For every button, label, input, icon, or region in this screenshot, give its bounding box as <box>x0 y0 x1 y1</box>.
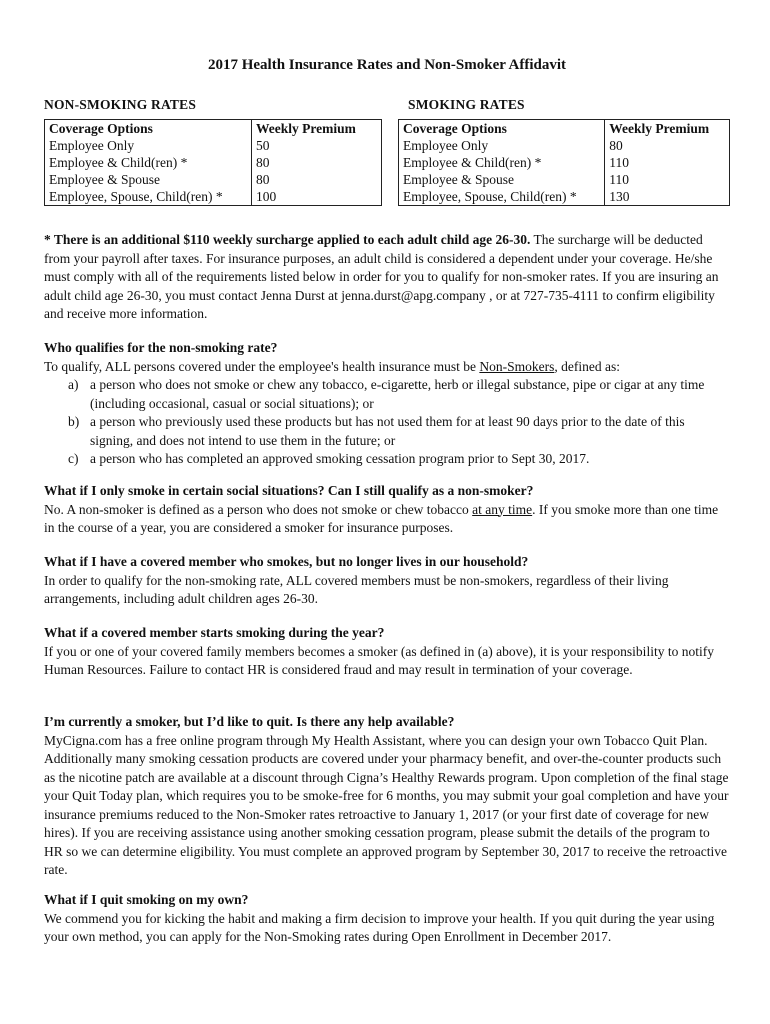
list-item-text: a person who previously used these products but has not used them for at least 90 days prior to the date of this signing, and does not intend to use them in the future; or <box>90 414 685 448</box>
table-header-row <box>45 120 382 138</box>
table-row <box>399 171 730 188</box>
smoking-rates-table <box>398 119 730 206</box>
quit-help-section <box>44 713 730 880</box>
qualification-intro-text: To qualify, ALL persons covered under the employee's health insurance must be <box>44 358 480 374</box>
list-item <box>44 413 730 450</box>
table-row <box>399 154 730 171</box>
column-header-coverage: Coverage Options <box>399 120 605 138</box>
weekly-premium: 50 <box>252 137 382 154</box>
coverage-option: Employee & Child(ren) * <box>399 154 605 171</box>
quit-own-section <box>44 891 730 947</box>
qualification-intro-end: , defined as: <box>554 358 620 374</box>
non-smoking-rates-table <box>44 119 382 206</box>
weekly-premium: 110 <box>605 171 730 188</box>
list-item <box>44 376 730 413</box>
social-smoking-answer-text: No. A non-smoker is defined as a person who does not smoke or chew tobacco <box>44 501 473 517</box>
weekly-premium: 100 <box>252 188 382 206</box>
weekly-premium: 130 <box>605 188 730 206</box>
table-header-row <box>399 120 730 138</box>
at-any-time-term: at any time <box>472 501 533 517</box>
table-row <box>399 137 730 154</box>
non-smoking-rates-section <box>44 97 382 206</box>
page-title: 2017 Health Insurance Rates and Non-Smoker Affidavit <box>207 57 567 73</box>
list-marker: c) <box>68 451 79 466</box>
surcharge-note-text: The surcharge will be deducted from your payroll after taxes. For insurance purposes, an adult child is considered a dependent under your coverage. He/she must comply with all of the requirements listed below in order for you to qualify for non-smoker rates. If you are insuring an adult child age 26-30, you must contact Jenna Durst at jenna.durst@apg.company , or at 727-735-4111 to confirm eligibility and receive more information. <box>44 232 719 321</box>
weekly-premium: 110 <box>605 154 730 171</box>
table-row <box>45 171 382 188</box>
non-smokers-term: Non-Smokers <box>479 358 555 374</box>
table-row <box>45 154 382 171</box>
list-item-text: a person who has completed an approved smoking cessation program prior to Sept 30, 2017. <box>90 451 590 466</box>
weekly-premium: 80 <box>605 137 730 154</box>
starts-smoking-section <box>44 624 730 680</box>
qualification-section <box>44 339 730 469</box>
qualification-intro <box>44 358 730 377</box>
coverage-option: Employee, Spouse, Child(ren) * <box>45 188 252 206</box>
qualification-question: Who qualifies for the non-smoking rate? <box>44 340 278 355</box>
quit-help-answer: MyCigna.com has a free online program through My Health Assistant, where you can design your own Tobacco Quit Plan. Additionally many smoking cessation products are covered under your pharmacy benefit, and over-the-counter products such as the nicotine patch are available at a discount through Cigna’s Healthy Rewards program. Upon completion of the final stage your Quit Today plan, which requires you to be smoke-free for 6 months, you may submit your goal completion and have your insurance premiums reduced to the Non-Smoker rates retroactive to January 1, 2017 (or your first date of coverage for new hires). If you are receiving assistance using another smoking cessation program, please submit the details of the program to HR so we can determine eligibility. You must complete an approved program by September 30, 2017 to receive the retroactive rate. <box>44 732 729 877</box>
household-section <box>44 553 730 609</box>
non-smoking-rates-heading: NON-SMOKING RATES <box>44 97 197 112</box>
household-answer: In order to qualify for the non-smoking rate, ALL covered members must be non-smokers, regardless of their living arrangements, including adult children ages 26-30. <box>44 572 669 606</box>
coverage-option: Employee Only <box>45 137 252 154</box>
social-smoking-section <box>44 482 730 538</box>
smoking-rates-heading: SMOKING RATES <box>408 97 525 112</box>
weekly-premium: 80 <box>252 154 382 171</box>
qualification-list <box>44 376 730 469</box>
column-header-coverage: Coverage Options <box>45 120 252 138</box>
quit-help-question: I’m currently a smoker, but I’d like to quit. Is there any help available? <box>44 714 455 729</box>
social-smoking-answer <box>44 501 730 538</box>
weekly-premium: 80 <box>252 171 382 188</box>
quit-own-question: What if I quit smoking on my own? <box>44 892 249 907</box>
coverage-option: Employee & Spouse <box>399 171 605 188</box>
starts-smoking-answer: If you or one of your covered family members becomes a smoker (as defined in (a) above), it is your responsibility to notify Human Resources. Failure to contact HR is considered fraud and may result in termination of your coverage. <box>44 643 714 677</box>
column-header-premium: Weekly Premium <box>605 120 730 138</box>
coverage-option: Employee & Spouse <box>45 171 252 188</box>
smoking-rates-section <box>398 97 730 206</box>
table-row <box>399 188 730 206</box>
list-item-text: a person who does not smoke or chew any tobacco, e-cigarette, herb or illegal substance, pipe or cigar at any time (including occasional, casual or social situations); or <box>90 377 705 411</box>
coverage-option: Employee & Child(ren) * <box>45 154 252 171</box>
list-marker: a) <box>68 377 79 392</box>
table-row <box>45 137 382 154</box>
column-header-premium: Weekly Premium <box>252 120 382 138</box>
coverage-option: Employee, Spouse, Child(ren) * <box>399 188 605 206</box>
starts-smoking-question: What if a covered member starts smoking during the year? <box>44 625 385 640</box>
social-smoking-question: What if I only smoke in certain social situations? Can I still qualify as a non-smoker? <box>44 483 534 498</box>
list-marker: b) <box>68 414 80 429</box>
surcharge-note-bold: * There is an additional $110 weekly surcharge applied to each adult child age 26-30. <box>44 232 531 247</box>
quit-own-answer: We commend you for kicking the habit and making a firm decision to improve your health. If you quit during the year using your own method, you can apply for the Non-Smoking rates during Open Enrollment in December 2017. <box>44 910 715 944</box>
social-smoking-answer-end: . If you smoke more than one time in the course of a year, you are considered a smoker for insurance purposes. <box>44 501 719 535</box>
coverage-option: Employee Only <box>399 137 605 154</box>
list-item <box>44 450 730 469</box>
table-row <box>45 188 382 206</box>
household-question: What if I have a covered member who smokes, but no longer lives in our household? <box>44 554 529 569</box>
surcharge-note <box>44 231 730 324</box>
